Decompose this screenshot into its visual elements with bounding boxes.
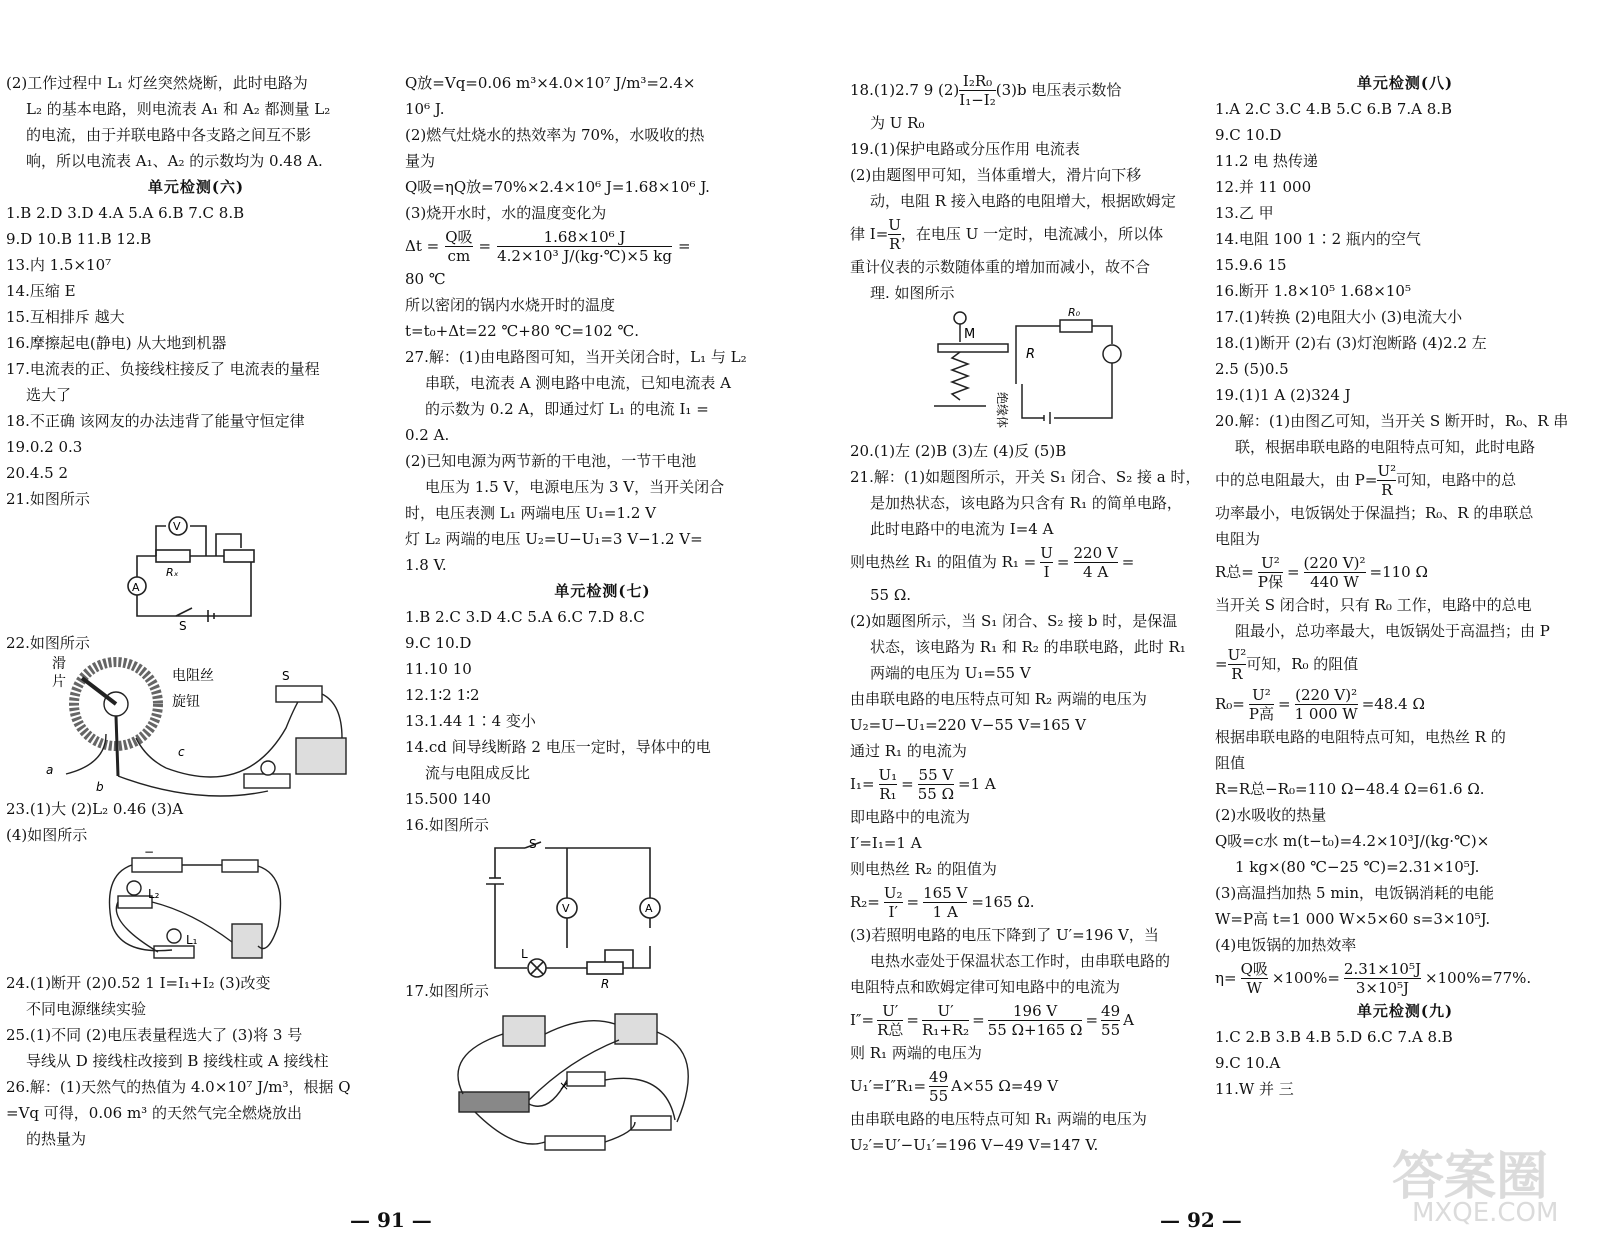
text-line: (2)水吸收的热量 [1215, 806, 1327, 824]
text-line: 19.0.2 0.3 [6, 438, 83, 456]
denominator: 55 Ω+165 Ω [987, 1020, 1083, 1039]
numerator: 165 V [923, 883, 968, 902]
text-line: 是加热状态，该电路为只含有 R₁ 的简单电路， [870, 494, 1182, 512]
numerator: U² [1227, 645, 1247, 664]
text-line: (2)工作过程中 L₁ 灯丝突然烧断，此时电路为 [6, 74, 308, 92]
numerator: I₂R₀ [959, 72, 995, 91]
fraction [877, 1002, 903, 1039]
text-line: 20.解：(1)由图乙可知，当开关 S 断开时，R₀、R 串 [1215, 412, 1569, 430]
denominator: I′ [888, 902, 898, 921]
fig22-label: a [46, 763, 54, 777]
text-line: 由串联电路的电压特点可知 R₁ 两端的电压为 [850, 1110, 1147, 1128]
text-line: 1.B 2.C 3.D 4.C 5.A 6.C 7.D 8.C [405, 608, 645, 626]
answer-block [850, 582, 1200, 764]
text-line: 为 U R₀ [870, 114, 925, 132]
text-line: 灯 L₂ 两端的电压 U₂=U−U₁=3 V−1.2 V= [405, 530, 703, 548]
numerator: 196 V [988, 1002, 1083, 1021]
fraction [879, 766, 898, 803]
numerator: (220 V)² [1303, 553, 1366, 572]
text-line: 电热水壶处于保温状态工作时，由串联电路的 [870, 952, 1171, 970]
text-line: 17.如图所示 [405, 982, 489, 1000]
text-line: U₂=U−U₁=220 V−55 V=165 V [850, 716, 1086, 734]
answer-block [1215, 724, 1595, 958]
answer-18 [850, 70, 1200, 110]
formula-text: =165 Ω. [971, 893, 1035, 911]
text-line: 根据串联电路的电阻特点可知，电热丝 R 的 [1215, 728, 1506, 746]
text-line: 此时电路中的电流为 I=4 A [870, 520, 1054, 538]
numerator: U′ [922, 1002, 969, 1021]
numerator: 220 V [1073, 543, 1118, 562]
denominator: I₁−I₂ [959, 90, 996, 109]
formula-text: A×55 Ω=49 V [951, 1077, 1059, 1095]
minus-sign: − [144, 845, 155, 859]
denominator: W [1246, 978, 1262, 997]
text-line: 26.解：(1)天然气的热值为 4.0×10⁷ J/m³，根据 Q [6, 1078, 351, 1096]
text-line: 则 R₁ 两端的电压为 [850, 1044, 982, 1062]
text-line: 通过 R₁ 的电流为 [850, 742, 967, 760]
text-line: 19.(1)1 A (2)324 J [1215, 386, 1351, 404]
column-1 [6, 70, 386, 1152]
text-line: Q吸=ηQ放=70%×2.4×10⁶ J=1.68×10⁶ J. [405, 178, 710, 196]
page-number-right: — 92 — [1160, 1208, 1242, 1232]
answer-block [6, 796, 386, 848]
denominator: 1 000 W [1294, 704, 1358, 723]
fraction [888, 216, 901, 253]
text-line: t=t₀+Δt=22 ℃+80 ℃=102 ℃. [405, 322, 639, 340]
formula-text: = [1056, 553, 1070, 571]
text-line: 阻值 [1215, 754, 1246, 772]
text-line: 27.解：(1)由电路图可知，当开关闭合时，L₁ 与 L₂ [405, 348, 747, 366]
formula-text: 可知，R₀ 的阻值 [1246, 655, 1359, 673]
fraction [1377, 462, 1396, 499]
text-line: 理. 如图所示 [870, 284, 955, 302]
text-line: Q放=Vq=0.06 m³×4.0×10⁷ J/m³=2.4× [405, 74, 696, 92]
text-line: 所以密闭的锅内水烧开时的温度 [405, 296, 616, 314]
fraction [1304, 554, 1366, 591]
text-line: 9.C 10.D [1215, 126, 1282, 144]
fig22-label: 旋钮 [172, 694, 200, 710]
text-line: 时，电压表测 L₁ 两端电压 U₁=1.2 V [405, 504, 656, 522]
denominator: 440 W [1310, 572, 1359, 591]
text-line: 电压为 1.5 V，电源电压为 3 V，当开关闭合 [425, 478, 725, 496]
fraction [929, 1068, 948, 1105]
numerator: 55 V [918, 765, 954, 784]
numerator: 2.31×10⁵J [1343, 959, 1421, 978]
fraction [918, 766, 954, 803]
formula-r2 [850, 882, 1200, 922]
formula-text: Δt = [405, 237, 440, 255]
denominator: 4.2×10³ J/(kg·℃)×5 kg [497, 246, 672, 265]
numerator: U′ [877, 1002, 903, 1021]
fig19-label: 绝缘体 [995, 392, 1009, 429]
answer-block [405, 70, 800, 226]
text-line: 13.乙 甲 [1215, 204, 1274, 222]
section-title-8: 单元检测(八) [1356, 74, 1454, 92]
formula-text: A [1123, 1011, 1134, 1029]
numerator: (220 V)² [1295, 685, 1358, 704]
text-line: 当开关 S 闭合时，只有 R₀ 工作，电路中的总电 [1215, 596, 1532, 614]
fraction [497, 228, 672, 265]
formula-text: 中的总电阻最大，由 P= [1215, 471, 1378, 489]
circuit-diagram-17 [405, 1004, 800, 1154]
text-line: 18.(1)断开 (2)右 (3)灯泡断路 (4)2.2 左 [1215, 334, 1487, 352]
text-line: 重计仪表的示数随体重的增加而减小，故不合 [850, 258, 1151, 276]
denominator: R [1231, 664, 1243, 683]
answer-block [6, 70, 386, 174]
fraction [445, 228, 472, 265]
formula-text: = [1286, 563, 1300, 581]
voltmeter-label: V [562, 902, 570, 915]
text-line: 13.内 1.5×10⁷ [6, 256, 112, 274]
formula-text: R总= [1215, 563, 1254, 581]
denominator: 55 [929, 1086, 949, 1105]
answer-block [6, 970, 386, 1152]
numerator: 1.68×10⁶ J [497, 228, 672, 247]
formula-text: =110 Ω [1369, 563, 1428, 581]
formula-text: =1 A [958, 775, 996, 793]
answer-block [850, 110, 1200, 214]
formula-text: ，在电压 U 一定时，电流减小，所以体 [900, 225, 1164, 243]
text-line: 状态，该电路为 R₁ 和 R₂ 的串联电路，此时 R₁ [870, 638, 1186, 656]
answer-block [850, 922, 1200, 1000]
numerator: U [888, 215, 901, 234]
answer-block [850, 1106, 1200, 1158]
formula-text: = [1121, 553, 1135, 571]
formula-r0 [1215, 684, 1595, 724]
text-line: (4)电饭锅的加热效率 [1215, 936, 1357, 954]
formula-text: = [1277, 695, 1291, 713]
formula-text: 律 I= [850, 225, 889, 243]
fraction [922, 1002, 969, 1039]
text-line: 10⁶ J. [405, 100, 445, 118]
text-line: 55 Ω. [870, 586, 912, 604]
fig19-label: R₀ [1068, 306, 1081, 319]
denominator: P高 [1248, 704, 1274, 723]
answer-block [405, 266, 800, 578]
fig22-label: b [96, 780, 104, 794]
text-line: 15.9.6 15 [1215, 256, 1287, 274]
formula-text: = [901, 775, 914, 793]
fig22-label: 电阻丝 [172, 668, 214, 684]
numerator: U₂ [883, 883, 903, 902]
fraction [1344, 960, 1421, 997]
fig22-label: c [178, 745, 185, 759]
text-line: 16.如图所示 [405, 816, 489, 834]
text-line: 串联，电流表 A 测电路中电流，已知电流表 A [425, 374, 731, 392]
text-line: 20.4.5 2 [6, 464, 69, 482]
formula-text: = [972, 1011, 985, 1029]
text-line: 阻最小，总功率最大，电饭锅处于高温挡；由 P [1235, 622, 1550, 640]
text-line: (3)烧开水时，水的温度变化为 [405, 204, 607, 222]
fig16-label: L [521, 947, 528, 961]
text-line: 1.B 2.D 3.D 4.A 5.A 6.B 7.C 8.B [6, 204, 245, 222]
formula-text: R₀= [1215, 695, 1245, 713]
formula-p2 [1215, 644, 1595, 684]
text-line: 由串联电路的电压特点可知 R₂ 两端的电压为 [850, 690, 1147, 708]
text-line: 14.cd 间导线断路 2 电压一定时，导体中的电 [405, 738, 711, 756]
text-line: 电阻为 [1215, 530, 1261, 548]
formula-i1 [850, 764, 1200, 804]
voltmeter-label: V [173, 520, 181, 533]
text-line: 两端的电压为 U₁=55 V [870, 664, 1031, 682]
formula-text: = [906, 1011, 919, 1029]
fraction [1295, 686, 1358, 723]
text-line: 19.(1)保护电路或分压作用 电流表 [850, 140, 1080, 158]
answer-block [6, 200, 386, 512]
text-line: 80 ℃ [405, 270, 446, 288]
fraction [959, 72, 995, 109]
text-line: 15.互相排斥 越大 [6, 308, 125, 326]
text-line: 23.(1)大 (2)L₂ 0.46 (3)A [6, 800, 184, 818]
fraction [1101, 1002, 1120, 1039]
formula-r-total [1215, 552, 1595, 592]
denominator: R₁+R₂ [921, 1020, 970, 1039]
formula-delta-t [405, 226, 800, 266]
denominator: P保 [1257, 572, 1283, 591]
text-line: 25.(1)不同 (2)电压表量程选大了 (3)将 3 号 [6, 1026, 303, 1044]
text-line: 0.2 A. [405, 426, 450, 444]
ammeter-label: A [645, 902, 653, 915]
answer-block [850, 1040, 1200, 1066]
numerator: 49 [1101, 1001, 1121, 1020]
numerator: Q吸 [445, 227, 473, 246]
text-line: 1.C 2.B 3.B 4.B 5.D 6.C 7.A 8.B [1215, 1028, 1453, 1046]
text-line: 11.10 10 [405, 660, 472, 678]
circuit-diagram-21 [6, 512, 386, 633]
column-2 [405, 70, 800, 1154]
text-line: 21.解：(1)如题图所示，开关 S₁ 闭合、S₂ 接 a 时， [850, 468, 1201, 486]
column-4 [1215, 70, 1595, 1102]
watermark-url: MXQE.COM [1412, 1198, 1559, 1228]
text-line: 的热量为 [26, 1130, 87, 1148]
text-line: (2)由题图甲可知，当体重增大，滑片向下移 [850, 166, 1142, 184]
text-line: (4)如图所示 [6, 826, 88, 844]
formula-text: = [1215, 655, 1228, 673]
text-line: 的电流，由于并联电路中各支路之间互不影 [26, 126, 312, 144]
switch-label: S [179, 619, 187, 633]
text-line: 2.5 (5)0.5 [1215, 360, 1289, 378]
section-title-9: 单元检测(九) [1356, 1002, 1454, 1020]
text-line: 联，根据串联电路的电阻特点可知，此时电路 [1235, 438, 1536, 456]
formula-p1 [1215, 460, 1595, 500]
text-line: 动，电阻 R 接入电路的电阻增大，根据欧姆定 [870, 192, 1176, 210]
fig16-label: S [529, 837, 537, 851]
answer-block [850, 438, 1200, 542]
denominator: 4 A [1083, 562, 1109, 581]
text-line: 21.如图所示 [6, 490, 90, 508]
answer-block [6, 630, 386, 656]
fraction [988, 1002, 1083, 1039]
fig22-label: 片 [52, 674, 66, 690]
fig22-label: 滑 [52, 656, 66, 672]
formula-text: ×100%= [1271, 969, 1340, 987]
fraction [923, 884, 967, 921]
answer-block [405, 604, 800, 838]
formula-efficiency [1215, 958, 1595, 998]
text-line: Q吸=c水 m(t−t₀)=4.2×10³J/(kg·℃)× [1215, 832, 1490, 850]
fraction [1241, 960, 1268, 997]
formula-text: 可知，电路中的总 [1396, 471, 1517, 489]
text-line: 1.A 2.C 3.C 4.B 5.C 6.B 7.A 8.B [1215, 100, 1453, 118]
ammeter-label: A [132, 581, 140, 594]
circuit-diagram-19 [850, 306, 1200, 438]
answer-block [850, 254, 1200, 306]
text-line: 15.500 140 [405, 790, 491, 808]
formula-text: R₂= [850, 893, 880, 911]
text-line: 9.C 10.D [405, 634, 472, 652]
fraction [1258, 554, 1283, 591]
column-3 [850, 70, 1200, 1158]
text-line: U₂′=U′−U₁′=196 V−49 V=147 V. [850, 1136, 1099, 1154]
circuit-diagram-23 [6, 845, 386, 970]
text-line: (3)高温挡加热 5 min，电饭锅消耗的电能 [1215, 884, 1495, 902]
numerator: U² [1258, 554, 1283, 573]
section-title-6: 单元检测(六) [147, 178, 245, 196]
formula-ohm [850, 214, 1200, 254]
text-line: 9.D 10.B 11.B 12.B [6, 230, 152, 248]
text-line: 16.断开 1.8×10⁵ 1.68×10⁵ [1215, 282, 1411, 300]
numerator: U₁ [878, 765, 898, 784]
text-line: I′=I₁=1 A [850, 834, 922, 852]
circuit-diagram-22 [6, 656, 386, 796]
text-line: 则电热丝 R₂ 的阻值为 [850, 860, 997, 878]
fraction [1074, 544, 1118, 581]
text-line: 响，所以电流表 A₁、A₂ 的示数均为 0.48 A. [26, 152, 323, 170]
formula-text: ×100%=77%. [1425, 969, 1532, 987]
answer-block [1215, 1024, 1595, 1102]
text-line: 选大了 [26, 386, 72, 404]
section-title-7: 单元检测(七) [554, 582, 651, 600]
text-line: (2)已知电源为两节新的干电池，一节干电池 [405, 452, 697, 470]
text-line: 的示数为 0.2 A，即通过灯 L₁ 的电流 I₁ = [425, 400, 709, 418]
denominator: R [888, 234, 901, 253]
text-line: 14.电阻 100 1∶2 瓶内的空气 [1215, 230, 1421, 248]
formula-text: = [906, 893, 920, 911]
text-line: 9.C 10.A [1215, 1054, 1281, 1072]
fraction [1040, 544, 1053, 581]
formula-text: = [478, 237, 492, 255]
denominator: cm [447, 246, 471, 265]
text-line: 12.1∶2 1∶2 [405, 686, 480, 704]
text-line: 电阻特点和欧姆定律可知电路中的电流为 [850, 978, 1121, 996]
page-number-left: — 91 — [350, 1208, 432, 1232]
lamp-label: L₂ [148, 887, 160, 901]
text-line: 12.并 11 000 [1215, 178, 1312, 196]
fig19-label: R [1026, 347, 1036, 362]
fig16-label: R [601, 977, 610, 991]
text-line: 17.电流表的正、负接线柱接反了 电流表的量程 [6, 360, 320, 378]
formula-text: η= [1215, 969, 1237, 987]
watermark-logo [1382, 1130, 1582, 1240]
numerator: U [1040, 543, 1053, 562]
denominator: I [1043, 562, 1050, 581]
text-line: 14.压缩 E [6, 282, 76, 300]
text-line: (2)如题图所示，当 S₁ 闭合、S₂ 接 b 时，是保温 [850, 612, 1178, 630]
text-line: 18.不正确 该网友的办法违背了能量守恒定律 [6, 412, 305, 430]
formula-i2 [850, 1000, 1200, 1040]
watermark-text: 答案圈 [1392, 1147, 1549, 1207]
formula-text: = [1085, 1011, 1099, 1029]
text-line: 1.8 V. [405, 556, 447, 574]
fraction [884, 884, 903, 921]
text-line: 20.(1)左 (2)B (3)左 (4)反 (5)B [850, 442, 1067, 460]
formula-r1 [850, 542, 1200, 582]
text-line: L₂ 的基本电路，则电流表 A₁ 和 A₂ 都测量 L₂ [26, 100, 331, 118]
text-line: =Vq 可得，0.06 m³ 的天然气完全燃烧放出 [6, 1104, 302, 1122]
text-line: 功率最小，电饭锅处于保温挡；R₀、R 的串联总 [1215, 504, 1534, 522]
text-line: W=P高 t=1 000 W×5×60 s=3×10⁵J. [1215, 910, 1491, 928]
text-line: (3)若照明电路的电压下降到了 U′=196 V，当 [850, 926, 1159, 944]
rx-label: Rₓ [166, 566, 179, 579]
denominator: 3×10⁵J [1355, 978, 1410, 997]
fraction [1228, 646, 1247, 683]
text-line: 22.如图所示 [6, 634, 90, 652]
text-line: 24.(1)断开 (2)0.52 1 I=I₁+I₂ (3)改变 [6, 974, 271, 992]
text-line: R=R总−R₀=110 Ω−48.4 Ω=61.6 Ω. [1215, 780, 1485, 798]
text-line: 1 kg×(80 ℃−25 ℃)=2.31×10⁵J. [1235, 858, 1480, 876]
fig19-label: M [964, 327, 976, 342]
lamp-label: L₁ [186, 933, 198, 947]
text-line: 量为 [405, 152, 436, 170]
cross-mark: × [559, 1079, 570, 1093]
denominator: R [1381, 480, 1393, 499]
text-line: (2)燃气灶烧水的热效率为 70%，水吸收的热 [405, 126, 705, 144]
answer-text: (3)b 电压表示数恰 [995, 81, 1122, 99]
denominator: 55 [1101, 1020, 1121, 1039]
answer-text: 18.(1)2.7 9 (2) [850, 81, 960, 99]
formula-text: = [677, 237, 691, 255]
answer-block [1215, 592, 1595, 644]
formula-text: 则电热丝 R₁ 的阻值为 R₁ = [850, 553, 1037, 571]
formula-text: U₁′=I″R₁= [850, 1077, 927, 1095]
text-line: 13.1.44 1∶4 变小 [405, 712, 536, 730]
text-line: 17.(1)转换 (2)电阻大小 (3)电流大小 [1215, 308, 1463, 326]
fig22-label: S [282, 669, 290, 683]
denominator: R₁ [879, 784, 897, 803]
numerator: U² [1249, 686, 1274, 705]
answer-block [1215, 500, 1595, 552]
numerator: Q吸 [1240, 959, 1268, 978]
text-line: 即电路中的电流为 [850, 808, 971, 826]
numerator: U² [1377, 461, 1397, 480]
formula-text: I″= [850, 1011, 875, 1029]
text-line: 导线从 D 接线柱改接到 B 接线柱或 A 接线柱 [26, 1052, 329, 1070]
denominator: R总 [877, 1020, 904, 1039]
formula-text: I₁= [850, 775, 875, 793]
answer-block [1215, 96, 1595, 460]
text-line: 不同电源继续实验 [26, 1000, 147, 1018]
text-line: 11.2 电 热传递 [1215, 152, 1318, 170]
denominator: 1 A [932, 902, 958, 921]
numerator: 49 [929, 1067, 949, 1086]
fraction [1249, 686, 1274, 723]
denominator: 55 Ω [917, 784, 955, 803]
formula-u1 [850, 1066, 1200, 1106]
text-line: 11.W 并 三 [1215, 1080, 1294, 1098]
answer-block [850, 804, 1200, 882]
text-line: 16.摩擦起电(静电) 从大地到机器 [6, 334, 227, 352]
formula-text: =48.4 Ω [1361, 695, 1425, 713]
text-line: 流与电阻成反比 [425, 764, 531, 782]
